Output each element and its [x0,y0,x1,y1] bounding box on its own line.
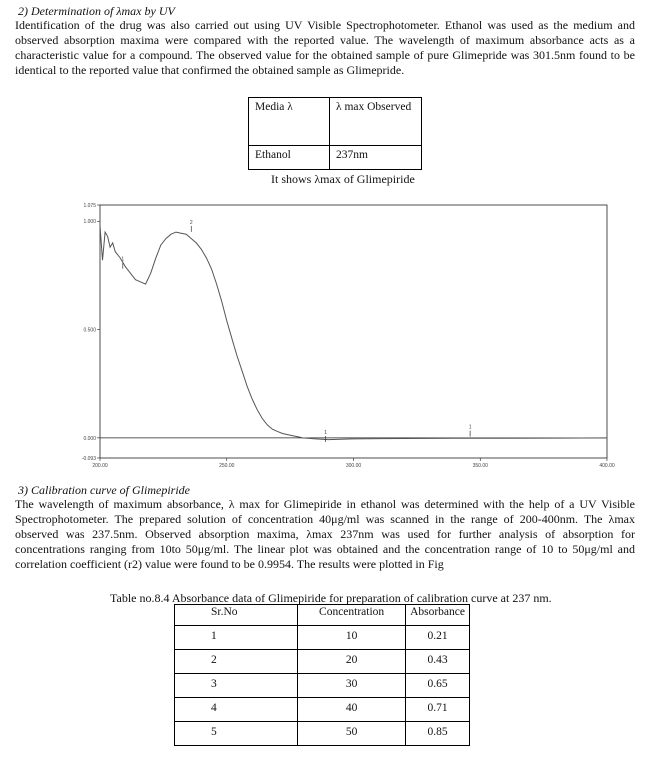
lambda-cell-value: 237nm [330,146,422,170]
uv-spectrum-chart [80,196,620,471]
table-row [175,674,470,698]
cell-srno: 5 [175,722,298,746]
cell-srno: 4 [175,698,298,722]
absorbance-table [174,604,470,746]
table-row [175,650,470,674]
x-tick-label: 400.00 [599,463,615,469]
cell-absorbance: 0.85 [406,722,470,746]
table-row [175,722,470,746]
absorbance-table-caption: Table no.8.4 Absorbance data of Glimepiride for preparation of calibration curve at 237 nm. [110,591,552,605]
col-header-absorbance: Absorbance [406,605,470,626]
section-3-paragraph: The wavelength of maximum absorbance, λ max for Glimepiride in ethanol was determined with the help of a UV Visible Spectrophotometer. The prepared solution of concentration 40μg/ml was scanned in the range of 200-400nm. The λmax observed was 237.5nm. Observed absorption maxima, λmax 237nm was used for further analysis of absorption for concentrations ranging from 10to 50μg/ml. The linear plot was obtained and the concentration range of 10 to 50μg/ml and correlation coefficient (r2) value were found to be 0.9954. The results were plotted in Fig [15,497,635,571]
peak-marker-label: 2 [189,219,193,226]
cell-absorbance: 0.43 [406,650,470,674]
cell-concentration: 30 [298,674,406,698]
peak-marker-label: 1 [121,256,125,263]
cell-concentration: 10 [298,626,406,650]
section-2-paragraph: Identification of the drug was also carried out using UV Visible Spectrophotometer. Ethanol was used as the medium and observed absorption maxima were compared with the reported value. The wavelength of maximum absorbance acts as a characteristic value for a compound. The observed value for the obtained sample of pure Glimepride was 301.5nm found to be identical to the reported value that confirmed the obtained sample as Glimepride. [15,18,635,77]
section-3-heading: 3) Calibration curve of Glimepiride [18,483,190,497]
table-row [175,626,470,650]
x-tick-label: 350.00 [472,463,488,469]
cell-concentration: 20 [298,650,406,674]
lambda-table-caption: It shows λmax of Glimepiride [271,172,415,186]
section-2-heading: 2) Determination of λmax by UV [18,4,175,18]
y-tick-label: 0.000 [83,435,96,442]
lambda-header-observed: λ max Observed [330,98,422,146]
x-tick-label: 300.00 [345,463,362,469]
lambda-max-table [248,97,422,170]
table-row [175,698,470,722]
peak-marker-label: 1 [468,424,472,431]
plot-frame [100,205,607,458]
y-tick-label: -0.093 [81,456,96,462]
cell-absorbance: 0.65 [406,674,470,698]
cell-srno: 2 [175,650,298,674]
cell-srno: 3 [175,674,298,698]
cell-concentration: 50 [298,722,406,746]
col-header-srno: Sr.No [175,605,298,626]
x-tick-label: 200.00 [92,463,108,469]
peak-marker-label: 1 [324,430,328,437]
y-tick-label: 1.075 [83,203,96,209]
y-tick-label: 0.500 [83,327,96,334]
lambda-cell-media: Ethanol [249,146,330,170]
x-tick-label: 250.00 [219,463,235,469]
cell-srno: 1 [175,626,298,650]
cell-absorbance: 0.21 [406,626,470,650]
cell-concentration: 40 [298,698,406,722]
y-tick-label: 1.000 [83,219,96,226]
absorbance-spectrum-line [100,226,607,440]
col-header-concentration: Concentration [298,605,406,626]
lambda-header-media: Media λ [249,98,330,146]
cell-absorbance: 0.71 [406,698,470,722]
